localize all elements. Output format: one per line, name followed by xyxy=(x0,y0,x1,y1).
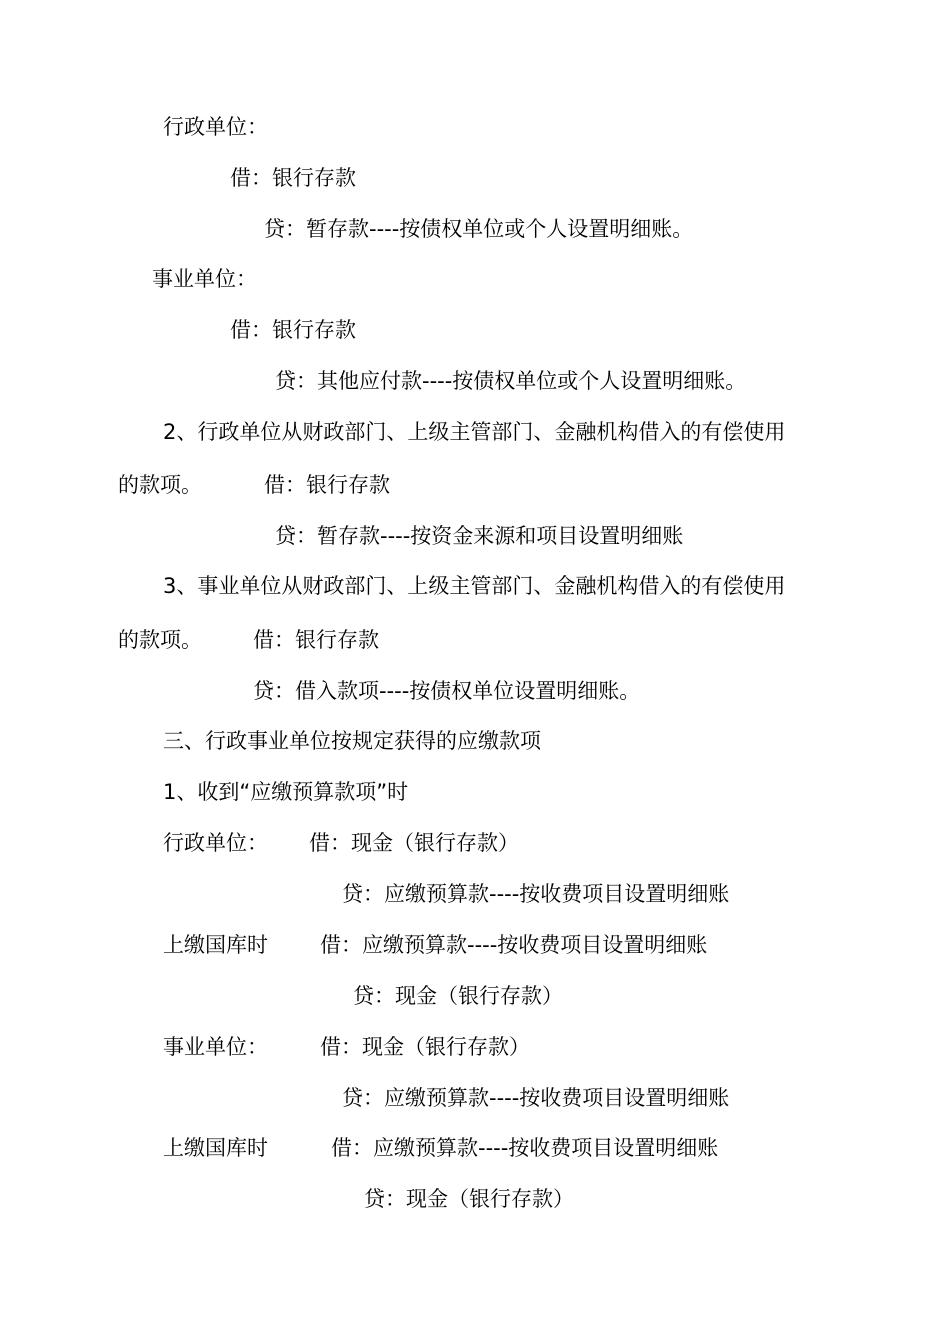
line-text: 借：现金（银行存款） xyxy=(309,831,519,855)
line-text: 贷：现金（银行存款） xyxy=(353,984,563,1008)
line-text: 行政单位： xyxy=(163,831,268,855)
line-text: 借：应缴预算款----按收费项目设置明细账 xyxy=(320,933,708,957)
line-text: 借：应缴预算款----按收费项目设置明细账 xyxy=(331,1136,719,1160)
line-text: 贷：应缴预算款----按收费项目设置明细账 xyxy=(342,1086,730,1110)
line-text: 借：银行存款 xyxy=(230,318,356,342)
line-text: 贷：暂存款----按债权单位或个人设置明细账。 xyxy=(264,217,694,241)
line-text: 的款项。 xyxy=(118,473,202,497)
line-text: 贷：暂存款----按资金来源和项目设置明细账 xyxy=(275,524,684,548)
line-text: 贷：借入款项----按债权单位设置明细账。 xyxy=(253,679,641,703)
line-text: 事业单位： xyxy=(152,267,257,291)
line-text: 2、行政单位从财政部门、上级主管部门、金融机构借入的有偿使用 xyxy=(163,420,786,444)
line-text: 借：银行存款 xyxy=(230,166,356,190)
line-text: 借：现金（银行存款） xyxy=(320,1035,530,1059)
line-text: 3、事业单位从财政部门、上级主管部门、金融机构借入的有偿使用 xyxy=(163,574,786,598)
line-text: 贷：现金（银行存款） xyxy=(364,1187,574,1211)
line-text: 贷：其他应付款----按债权单位或个人设置明细账。 xyxy=(275,369,747,393)
line-text: 行政单位： xyxy=(163,115,268,139)
line-text: 上缴国库时 xyxy=(163,1136,268,1160)
line-text: 上缴国库时 xyxy=(163,933,268,957)
line-text: 贷：应缴预算款----按收费项目设置明细账 xyxy=(342,882,730,906)
line-text: 借：银行存款 xyxy=(264,473,390,497)
line-text: 的款项。 xyxy=(118,628,202,652)
line-text: 借：银行存款 xyxy=(253,628,379,652)
line-text: 事业单位： xyxy=(163,1035,268,1059)
line-text: 1、收到“应缴预算款项”时 xyxy=(163,780,409,804)
line-text: 三、行政事业单位按规定获得的应缴款项 xyxy=(163,729,541,753)
